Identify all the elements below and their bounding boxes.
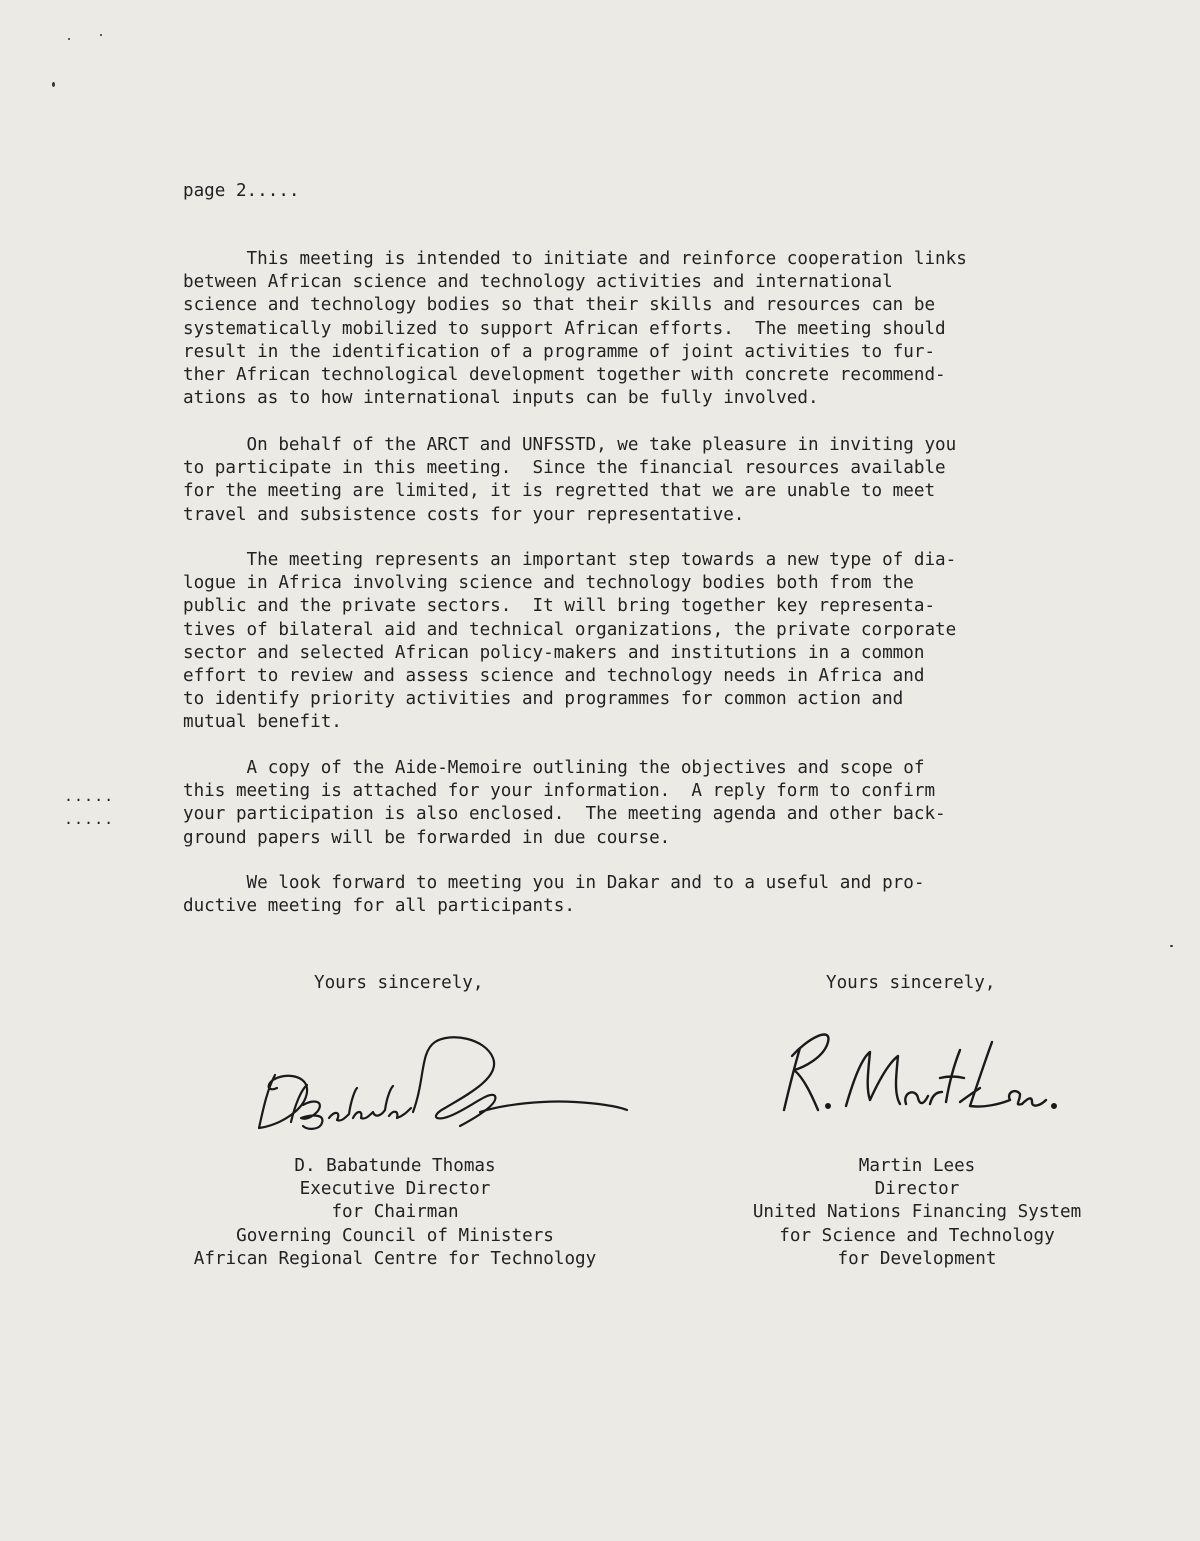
paragraph-line: mutual benefit.: [183, 712, 342, 733]
signatory-line: United Nations Financing System: [752, 1202, 1082, 1223]
paragraph-line: ground papers will be forwarded in due course.: [183, 827, 671, 848]
paragraph-line: your participation is also enclosed. The meeting agenda and other back-: [183, 804, 946, 825]
paragraph-line: This meeting is intended to initiate and reinforce cooperation links: [183, 249, 967, 269]
paragraph-line: The meeting represents an important step towards a new type of dia-: [183, 550, 957, 570]
margin-mark: .....: [64, 787, 115, 805]
paragraph-line: A copy of the Aide-Memoire outlining the objectives and scope of: [183, 758, 925, 778]
paragraph-3: [183, 549, 956, 735]
paragraph-line: to participate in this meeting. Since the financial resources available: [183, 458, 946, 479]
signatory-line: for Chairman: [331, 1202, 459, 1223]
paragraph-line: travel and subsistence costs for your representative.: [183, 504, 745, 525]
paragraph-line: public and the private sectors. It will bring together key representa-: [183, 596, 936, 617]
paragraph-line: this meeting is attached for your information. A reply form to confirm: [183, 781, 936, 802]
paragraph-line: systematically mobilized to support African efforts. The meeting should: [183, 318, 946, 339]
scan-speck: [100, 34, 102, 36]
signatory-line: for Science and Technology: [779, 1225, 1055, 1246]
paragraph-line: We look forward to meeting you in Dakar and to a useful and pro-: [183, 873, 925, 893]
paragraph-line: science and technology bodies so that their skills and resources can be: [183, 295, 936, 316]
signatory-line: Governing Council of Ministers: [236, 1225, 554, 1246]
scan-speck: [1170, 945, 1173, 947]
paragraph-line: for the meeting are limited, it is regretted that we are unable to meet: [183, 481, 936, 502]
paragraph-line: On behalf of the ARCT and UNFSSTD, we take pleasure in inviting you: [183, 435, 957, 455]
scan-speck: [68, 38, 70, 40]
paragraph-4: [183, 757, 946, 850]
signatory-line: Executive Director: [299, 1179, 491, 1200]
signatory-right-block: [712, 1155, 1122, 1271]
scan-speck: [52, 82, 55, 87]
paragraph-5: [183, 872, 924, 918]
paragraph-line: ations as to how international inputs can be fully involved.: [183, 388, 819, 409]
signatory-line: Martin Lees: [858, 1156, 976, 1176]
closing-right: Yours sincerely,: [826, 973, 996, 993]
paragraph-2: [183, 434, 956, 527]
paragraph-line: tives of bilateral aid and technical organizations, the private corporate: [183, 619, 957, 640]
signature-right: [770, 1018, 1070, 1123]
signatory-left-block: [160, 1155, 630, 1271]
signatory-line: Director: [874, 1179, 960, 1200]
paragraph-line: to identify priority activities and programmes for common action and: [183, 689, 904, 710]
paragraph-line: logue in Africa involving science and technology bodies both from the: [183, 573, 914, 594]
paragraph-line: ductive meeting for all participants.: [183, 896, 575, 917]
signatory-line: D. Babatunde Thomas: [294, 1156, 496, 1176]
signatory-line: for Development: [837, 1248, 997, 1269]
paragraph-line: result in the identification of a programme of joint activities to fur-: [183, 341, 936, 362]
signatory-line: African Regional Centre for Technology: [193, 1248, 597, 1269]
closing-left: Yours sincerely,: [314, 973, 484, 993]
paragraph-line: ther African technological development together with concrete recommend-: [183, 365, 946, 386]
margin-mark: .....: [64, 810, 115, 828]
paragraph-line: sector and selected African policy-makers and institutions in a common: [183, 642, 925, 663]
signature-left: [245, 1030, 635, 1140]
paragraph-1: [183, 248, 967, 410]
paragraph-line: between African science and technology activities and international: [183, 272, 893, 293]
paragraph-line: effort to review and assess science and technology needs in Africa and: [183, 666, 925, 687]
page-number-header: page 2.....: [183, 181, 300, 201]
